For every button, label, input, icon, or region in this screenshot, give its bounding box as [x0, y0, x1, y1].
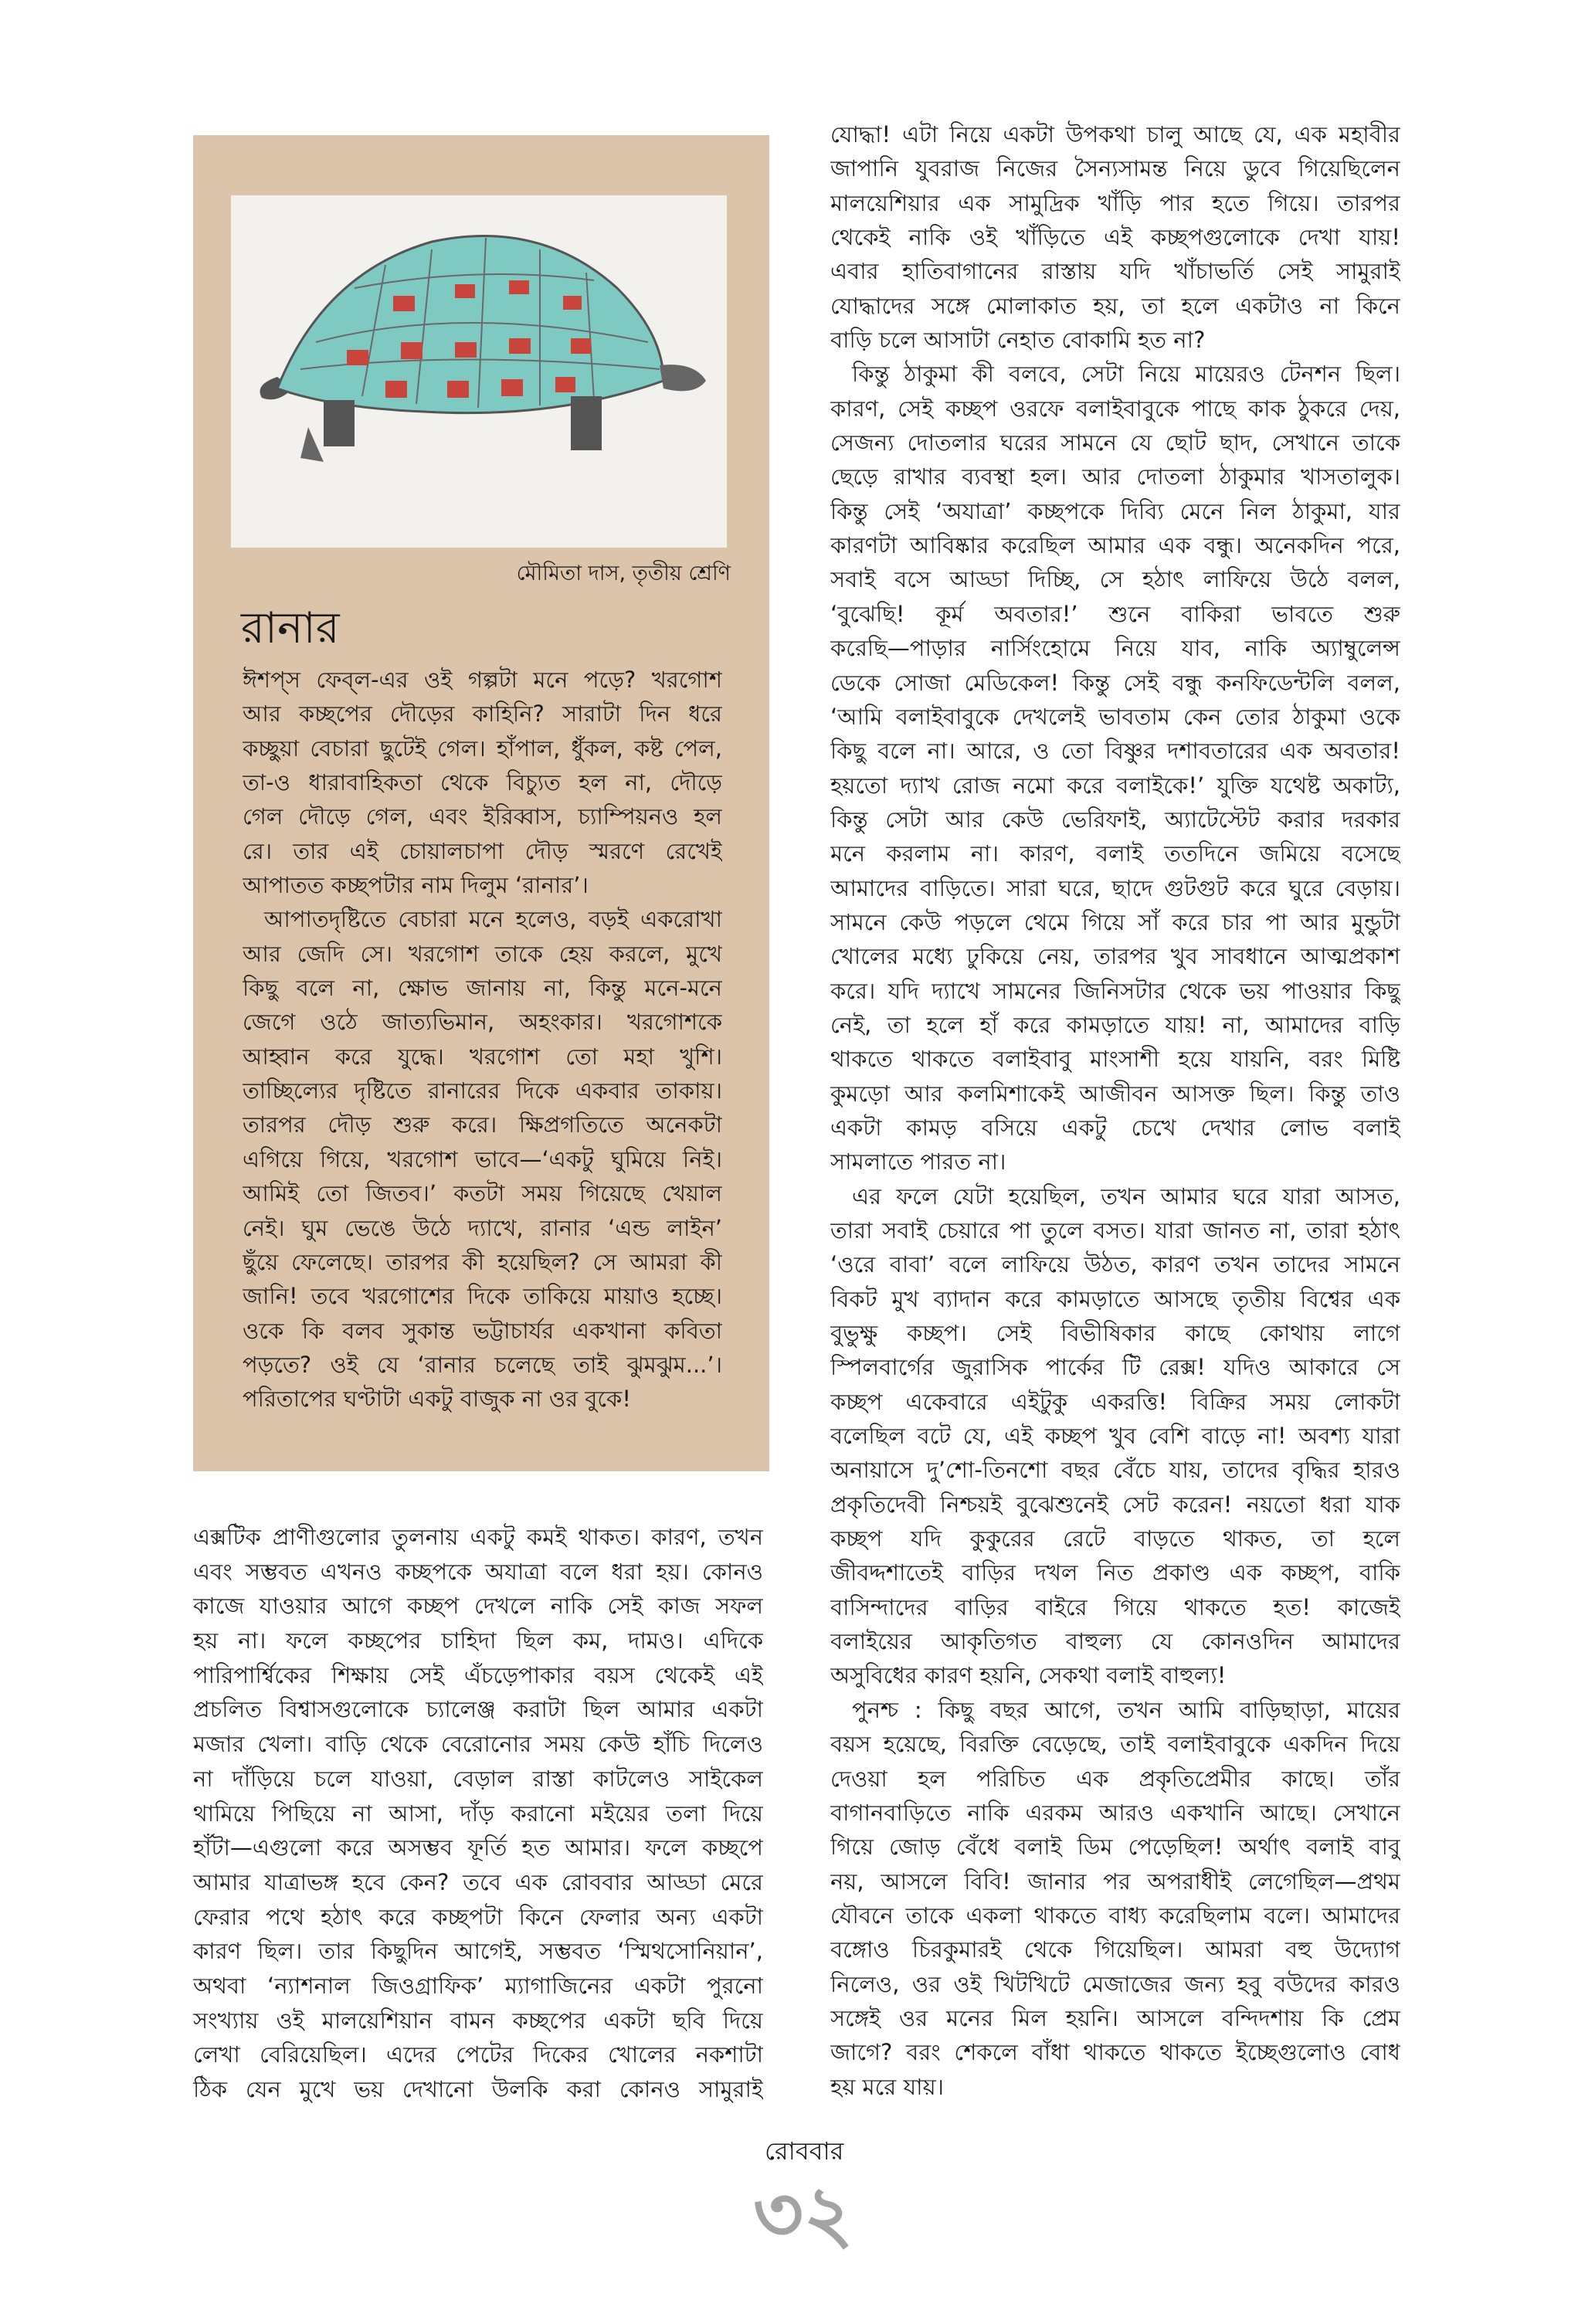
text-line: নেই, তা হলে হাঁ করে কামড়াতে যায়! না, আমাদের বাড়ি: [830, 1011, 1400, 1038]
text-line: বিকট মুখ ব্যাদান করে কামড়াতে আসছে তৃতীয় বিশ্বের এক: [830, 1285, 1400, 1312]
text-line: মালয়েশিয়ার এক সামুদ্রিক খাঁড়ি পার হতে গিয়ে। তারপর: [830, 189, 1400, 216]
text-line: সবাই বসে আড্ডা দিচ্ছি, সে হঠাৎ লাফিয়ে উঠে বলল,: [830, 566, 1400, 593]
text-line: ছুঁয়ে ফেলেছে। তারপর কী হয়েছিল? সে আমরা কী: [243, 1248, 722, 1275]
left-column-text: [193, 1520, 763, 2107]
text-line: থেকেই নাকি ওই খাঁড়িতে এই কচ্ছপগুলোকে দেখা যায়!: [830, 224, 1400, 251]
text-line: আর কচ্ছপের দৌড়ের কাহিনি? সারাটা দিন ধরে: [243, 701, 722, 728]
text-line: আমিই তো জিতব।’ কতটা সময় গিয়েছে খেয়াল: [243, 1180, 722, 1207]
text-line: দেওয়া হল পরিচিত এক প্রকৃতিপ্রেমীর কাছে। তাঁর: [830, 1765, 1400, 1792]
magazine-name: রোববার: [765, 2136, 844, 2166]
sidebar-text: [243, 663, 722, 1416]
text-line: পুনশ্চ : কিছু বছর আগে, তখন আমি বাড়িছাড়া, মায়ের: [852, 1696, 1400, 1723]
text-line: সংখ্যায় ওই মালয়েশিয়ান বামন কচ্ছপের একটা ছবি দিয়ে: [193, 2007, 763, 2034]
text-line: করেছি—পাড়ার নার্সিংহোমে নিয়ে যাব, নাকি অ্যাম্বুলেন্স: [830, 635, 1400, 662]
text-line: পড়তে? ওই যে ‘রানার চলেছে তাই ঝুমঝুম...’।: [243, 1351, 722, 1378]
text-line: হয় না। ফলে কচ্ছপের চাহিদা ছিল কম, দামও। এদিকে: [193, 1627, 763, 1654]
text-line: তা-ও ধারাবাহিকতা থেকে বিচ্যুত হল না, দৌড়ে: [243, 769, 722, 796]
text-line: এক্সটিক প্রাণীগুলোর তুলনায় একটু কমই থাকত। কারণ, তখন: [193, 1524, 763, 1550]
text-line: সঙ্গেই ওর মনের মিল হয়নি। আসলে বন্দিদশায় কি প্রেম: [830, 2004, 1400, 2031]
text-line: যৌবনে তাকে একলা থাকতে বাধ্য করেছিলাম বলে। আমাদের: [830, 1902, 1400, 1929]
text-line: আপাতত কচ্ছপটার নাম দিলুম ‘রানার’।: [243, 872, 589, 899]
text-line: নিলেও, ওর ওই খিটখিটে মেজাজের জন্য হবু বউদের কারও: [830, 1970, 1400, 1997]
text-line: ছেড়ে রাখার ব্যবস্থা হল। আর দোতলা ঠাকুমার খাসতালুক।: [830, 463, 1400, 490]
text-line: গেল দৌড়ে গেল, এবং ইরিব্বাস, চ্যাম্পিয়নও হল: [243, 803, 722, 830]
text-line: খোলের মধ্যে ঢুকিয়ে নেয়, তারপর খুব সাবধানে আত্মপ্রকাশ: [830, 943, 1400, 970]
text-line: জাপানি যুবরাজ নিজের সৈন্যসামন্ত নিয়ে ডুবে গিয়েছিলেন: [830, 155, 1400, 182]
text-line: অথবা ‘ন্যাশনাল জিওগ্রাফিক’ ম্যাগাজিনের একটা পুরনো: [193, 1972, 763, 1999]
text-line: জাগে? বরং শেকলে বাঁধা থাকতে থাকতে ইচ্ছেগুলোও বোধ: [830, 2039, 1400, 2066]
text-line: ‘ওরে বাবা’ বলে লাফিয়ে উঠত, কারণ তখন তাদের সামনে: [830, 1251, 1400, 1278]
text-line: মনে করলাম না। কারণ, বলাই ততদিনে জমিয়ে বসেছে: [830, 840, 1400, 867]
text-line: যোদ্ধাদের সঙ্গে মোলাকাত হয়, তা হলে একটাও না কিনে: [830, 292, 1400, 319]
text-line: সামলাতে পারত না।: [830, 1148, 1006, 1176]
text-line: বয়স হয়েছে, বিরক্তি বেড়েছে, তাই বলাইবাবুকে একদিন দিয়ে: [830, 1731, 1400, 1758]
text-line: এগিয়ে গিয়ে, খরগোশ ভাবে—‘একটু ঘুমিয়ে নিই।: [243, 1145, 722, 1172]
text-line: বাগানবাড়িতে নাকি এরকম আরও একখানি আছে। সেখানে: [830, 1799, 1400, 1826]
text-line: কচ্ছুয়া বেচারা ছুটেই গেল। হাঁপাল, ধুঁকল, কষ্ট পেল,: [243, 735, 722, 762]
text-line: কিন্তু সেটা আর কেউ ভেরিফাই, অ্যাটেস্টেট করার দরকার: [830, 806, 1400, 833]
text-line: ফেরার পথে হঠাৎ করে কচ্ছপটা কিনে ফেলার অন্য একটা: [193, 1903, 763, 1930]
text-line: প্রচলিত বিশ্বাসগুলোকে চ্যালেঞ্জ করাটা ছিল আমার একটা: [193, 1696, 763, 1723]
text-line: ওকে কি বলব সুকান্ত ভট্টাচার্যর একখানা কবিতা: [243, 1317, 722, 1344]
text-line: তাচ্ছিল্যের দৃষ্টিতে রানারের দিকে একবার তাকায়।: [243, 1077, 722, 1104]
text-line: কচ্ছপ একেবারে এইটুকু একরত্তি! বিক্রির সময় লোকটা: [830, 1388, 1400, 1415]
text-line: পারিপার্শ্বিকের শিক্ষায় সেই এঁচড়েপাকার বয়স থেকেই এই: [193, 1661, 763, 1688]
right-column-text: [830, 117, 1400, 2104]
text-line: কিছু বলে না। আরে, ও তো বিষ্ণুর দশাবতারের এক অবতার!: [830, 738, 1400, 765]
page-number: ৩২: [753, 2169, 854, 2259]
text-line: এর ফলে যেটা হয়েছিল, তখন আমার ঘরে যারা আসত,: [852, 1182, 1400, 1209]
text-line: নয়, আসলে বিবি! জানার পর অপরাধীই লেগেছিল—প্রথম: [830, 1868, 1400, 1895]
text-line: জানি! তবে খরগোশের দিকে তাকিয়ে মায়াও হচ্ছে।: [243, 1283, 722, 1310]
text-line: যোদ্ধা! এটা নিয়ে একটা উপকথা চালু আছে যে, এক মহাবীর: [830, 121, 1400, 148]
text-line: সেজন্য দোতলার ঘরের সামনে যে ছোট ছাদ, সেখানে তাকে: [830, 429, 1400, 456]
text-line: রে। তার এই চোয়ালচাপা দৌড় স্মরণে রেখেই: [243, 837, 722, 864]
text-line: কিন্তু সেই ‘অযাত্রা’ কচ্ছপকে দিব্যি মেনে নিল ঠাকুমা, যার: [830, 497, 1400, 524]
text-line: কারণটা আবিষ্কার করেছিল আমার এক বন্ধু। অনেকদিন পরে,: [830, 532, 1400, 559]
text-line: কারণ, সেই কচ্ছপ ওরফে বলাইবাবুকে পাছে কাক ঠুকরে দেয়,: [830, 395, 1400, 422]
text-line: করে। যদি দ্যাখে সামনের জিনিসটার থেকে ভয় পাওয়ার কিছু: [830, 977, 1400, 1004]
text-line: কচ্ছপ যদি কুকুরের রেটে বাড়তে থাকত, তা হলে: [830, 1525, 1400, 1552]
text-line: জীবদ্দশাতেই বাড়ির দখল নিত প্রকাণ্ড এক কচ্ছপ, বাকি: [830, 1559, 1400, 1586]
text-line: না দাঁড়িয়ে চলে যাওয়া, বেড়াল রাস্তা কাটলেও সাইকেল: [193, 1765, 763, 1792]
text-line: পরিতাপের ঘণ্টাটা একটু বাজুক না ওর বুকে!: [243, 1386, 631, 1413]
text-line: কারণ ছিল। তার কিছুদিন আগেই, সম্ভবত ‘স্মিথসোনিয়ান’,: [193, 1938, 763, 1965]
text-line: বলেছিল বটে যে, এই কচ্ছপ খুব বেশি বাড়ে না! অবশ্য যারা: [830, 1423, 1400, 1450]
text-line: তারা সবাই চেয়ারে পা তুলে বসত। যারা জানত না, তারা হঠাৎ: [830, 1217, 1400, 1243]
text-line: বঙ্গোও চিরকুমারই থেকে গিয়েছিল। আমরা বহু উদ্যোগ: [830, 1936, 1400, 1963]
text-line: কাজে যাওয়ার আগে কচ্ছপ দেখলে নাকি সেই কাজ সফল: [193, 1593, 763, 1620]
text-line: এবং সম্ভবত এখনও কচ্ছপকে অযাত্রা বলে ধরা হয়। কোনও: [193, 1558, 763, 1585]
text-line: আহ্বান করে যুদ্ধে। খরগোশ তো মহা খুশি।: [243, 1043, 722, 1070]
text-line: লেখা বেরিয়েছিল। এদের পেটের দিকের খোলের নকশাটা: [193, 2041, 763, 2068]
text-line: ঠিক যেন মুখে ভয় দেখানো উলকি করা কোনও সামুরাই: [193, 2076, 763, 2102]
text-line: থামিয়ে পিছিয়ে না আসা, দাঁড় করানো মইয়ের তলা দিয়ে: [193, 1800, 763, 1827]
text-line: আর জেদি সে। খরগোশ তাকে হেয় করলে, মুখে: [243, 940, 722, 967]
text-line: বুভুক্ষু কচ্ছপ। সেই বিভীষিকার কাছে কোথায় লাগে: [830, 1320, 1400, 1347]
sidebar-title: রানার: [241, 603, 340, 653]
text-line: প্রকৃতিদেবী নিশ্চয়ই বুঝেশুনেই সেট করেন! নয়তো ধরা যাক: [830, 1491, 1400, 1518]
text-line: গিয়ে জোড় বেঁধে বলাই ডিম পেড়েছিল! অর্থাৎ বলাই বাবু: [830, 1834, 1400, 1861]
text-line: ডেকে সোজা মেডিকেল! কিন্তু সেই বন্ধু কনফিডেন্টলি বলল,: [830, 669, 1400, 696]
text-line: এবার হাতিবাগানের রাস্তায় যদি খাঁচাভর্তি সেই সামুরাই: [830, 258, 1400, 285]
text-line: হয়তো দ্যাখ রোজ নমো করে বলাইকে!’ যুক্তি যথেষ্ট অকাট্য,: [830, 772, 1400, 799]
text-line: থাকতে থাকতে বলাইবাবু মাংসাশী হয়ে যায়নি, বরং মিষ্টি: [830, 1046, 1400, 1073]
turtle-illustration: [231, 195, 727, 548]
text-line: জেগে ওঠে জাত্যভিমান, অহংকার। খরগোশকে: [243, 1009, 722, 1036]
text-line: একটা কামড় বসিয়ে একটু চেখে দেখার লোভ বলাই: [830, 1114, 1400, 1141]
text-line: কিছু বলে না, ক্ষোভ জানায় না, কিন্তু মনে-মনে: [243, 975, 722, 1002]
text-line: বাসিন্দাদের বাড়ির বাইরে গিয়ে থাকতে হত! কাজেই: [830, 1593, 1400, 1620]
text-line: কুমড়ো আর কলমিশাকেই আজীবন আসক্ত ছিল। কিন্তু তাও: [830, 1080, 1400, 1107]
text-line: হাঁটা—এগুলো করে অসম্ভব ফূর্তি হত আমার। ফলে কচ্ছপে: [193, 1834, 763, 1861]
text-line: তারপর দৌড় শুরু করে। ক্ষিপ্রগতিতে অনেকটা: [243, 1111, 722, 1138]
text-line: আমার যাত্রাভঙ্গ হবে কেন? তবে এক রোববার আড্ডা মেরে: [193, 1868, 763, 1895]
text-line: কিন্তু ঠাকুমা কী বলবে, সেটা নিয়ে মায়েরও টেনশন ছিল।: [852, 361, 1400, 388]
text-line: বলাইয়ের আকৃতিগত বাহুল্য যে কোনওদিন আমাদের: [830, 1628, 1400, 1655]
text-line: আপাতদৃষ্টিতে বেচারা মনে হলেও, বড়ই একরোখা: [264, 906, 722, 933]
text-line: অনায়াসে দু’শো-তিনশো বছর বেঁচে যায়, তাদের বৃদ্ধির হারও: [830, 1457, 1400, 1484]
text-line: হয় মরে যায়।: [830, 2073, 945, 2100]
text-line: বাড়ি চলে আসাটা নেহাত বোকামি হত না?: [830, 327, 1206, 354]
text-line: ‘বুঝেছি! কূর্ম অবতার!’ শুনে বাকিরা ভাবতে শুরু: [830, 600, 1400, 627]
text-line: অসুবিধের কারণ হয়নি, সেকথা বলাই বাহুল্য!: [830, 1662, 1227, 1689]
text-line: সামনে কেউ পড়লে থেমে গিয়ে সাঁ করে চার পা আর মুন্ডুটা: [830, 908, 1400, 935]
text-line: নেই। ঘুম ভেঙে উঠে দ্যাখে, রানার ‘এন্ড লাইন’: [243, 1214, 722, 1241]
text-line: স্পিলবার্গের জুরাসিক পার্কের টি রেক্স! যদিও আকারে সে: [830, 1354, 1400, 1381]
illustration-caption: মৌমিতা দাস, তৃতীয় শ্রেণি: [516, 561, 731, 585]
text-line: ‘আমি বলাইবাবুকে দেখলেই ভাবতাম কেন তোর ঠাকুমা ওকে: [830, 703, 1400, 730]
text-line: আমাদের বাড়িতে। সারা ঘরে, ছাদে গুটগুট করে ঘুরে বেড়ায়।: [830, 874, 1400, 901]
text-line: মজার খেলা। বাড়ি থেকে বেরোনোর সময় কেউ হাঁচি দিলেও: [193, 1731, 763, 1758]
text-line: ঈশপ্‌স ফেব্‌ল-এর ওই গল্পটা মনে পড়ে? খরগোশ: [243, 667, 722, 693]
